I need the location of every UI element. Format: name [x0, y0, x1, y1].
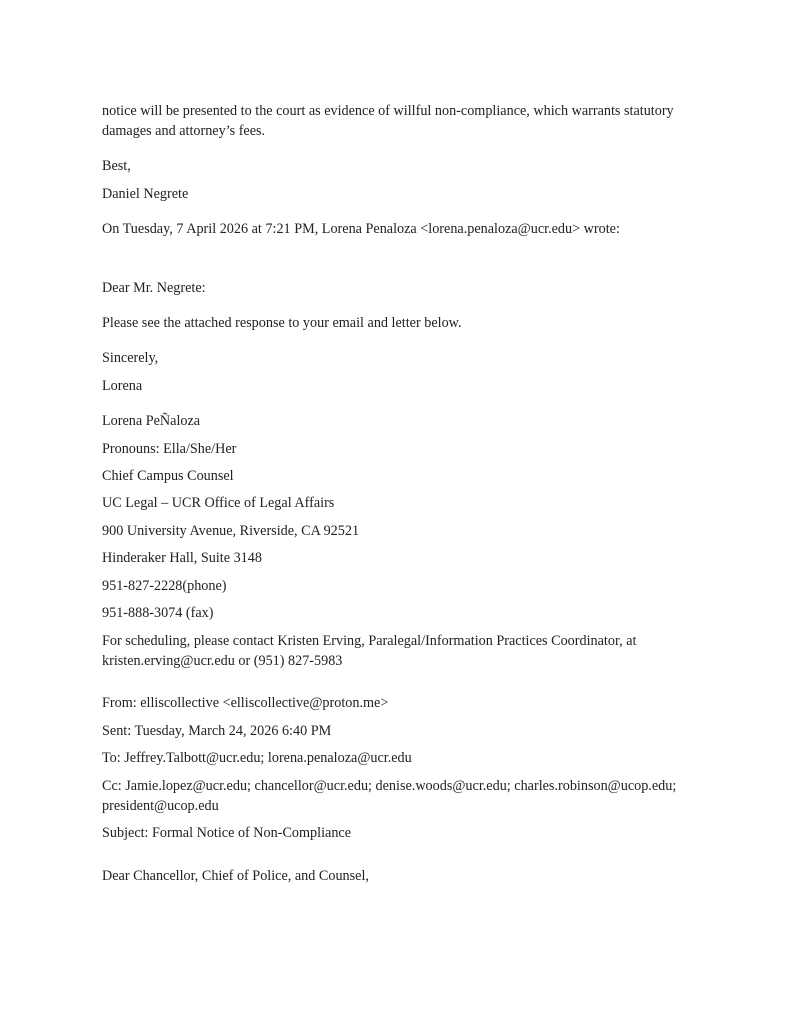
forwarded-from: From: elliscollective <elliscollective@proton.me> [102, 695, 389, 711]
top-paragraph: notice will be presented to the court as evidence of willful non-compliance, which warrants statutory damages and attorney’s fees. [102, 103, 674, 139]
signature-fax: 951-888-3074 (fax) [102, 605, 214, 621]
signature-name: Lorena PeÑaloza [102, 413, 201, 429]
forwarded-to: To: Jeffrey.Talbott@ucr.edu; lorena.penaloza@ucr.edu [102, 750, 412, 766]
final-greeting: Dear Chancellor, Chief of Police, and Counsel, [102, 868, 369, 884]
signature-suite: Hinderaker Hall, Suite 3148 [102, 550, 262, 566]
signature-pronouns: Pronouns: Ella/She/Her [102, 441, 237, 457]
forwarded-subject: Subject: Formal Notice of Non-Compliance [102, 825, 352, 841]
body-line: Please see the attached response to your email and letter below. [102, 315, 462, 331]
signature-address: 900 University Avenue, Riverside, CA 92521 [102, 523, 360, 539]
signature-phone: 951-827-2228(phone) [102, 578, 227, 594]
reply-header: On Tuesday, 7 April 2026 at 7:21 PM, Lorena Penaloza <lorena.penaloza@ucr.edu> wrote: [102, 221, 620, 237]
forwarded-cc: Cc: Jamie.lopez@ucr.edu; chancellor@ucr.edu; denise.woods@ucr.edu; charles.robinson@ucop.edu; president@ucop.edu [102, 778, 677, 814]
signature-scheduling: For scheduling, please contact Kristen Erving, Paralegal/Information Practices Coordinator, at kristen.erving@ucr.edu or (951) 827-5983 [102, 633, 637, 669]
forwarded-sent: Sent: Tuesday, March 24, 2026 6:40 PM [102, 723, 332, 739]
closing-line: Best, [102, 158, 131, 174]
signature-office: UC Legal – UCR Office of Legal Affairs [102, 495, 335, 511]
signoff: Sincerely, [102, 350, 159, 366]
signoff-name: Lorena [102, 378, 143, 394]
greeting: Dear Mr. Negrete: [102, 280, 206, 296]
signature-title: Chief Campus Counsel [102, 468, 234, 484]
sender-name: Daniel Negrete [102, 186, 189, 202]
